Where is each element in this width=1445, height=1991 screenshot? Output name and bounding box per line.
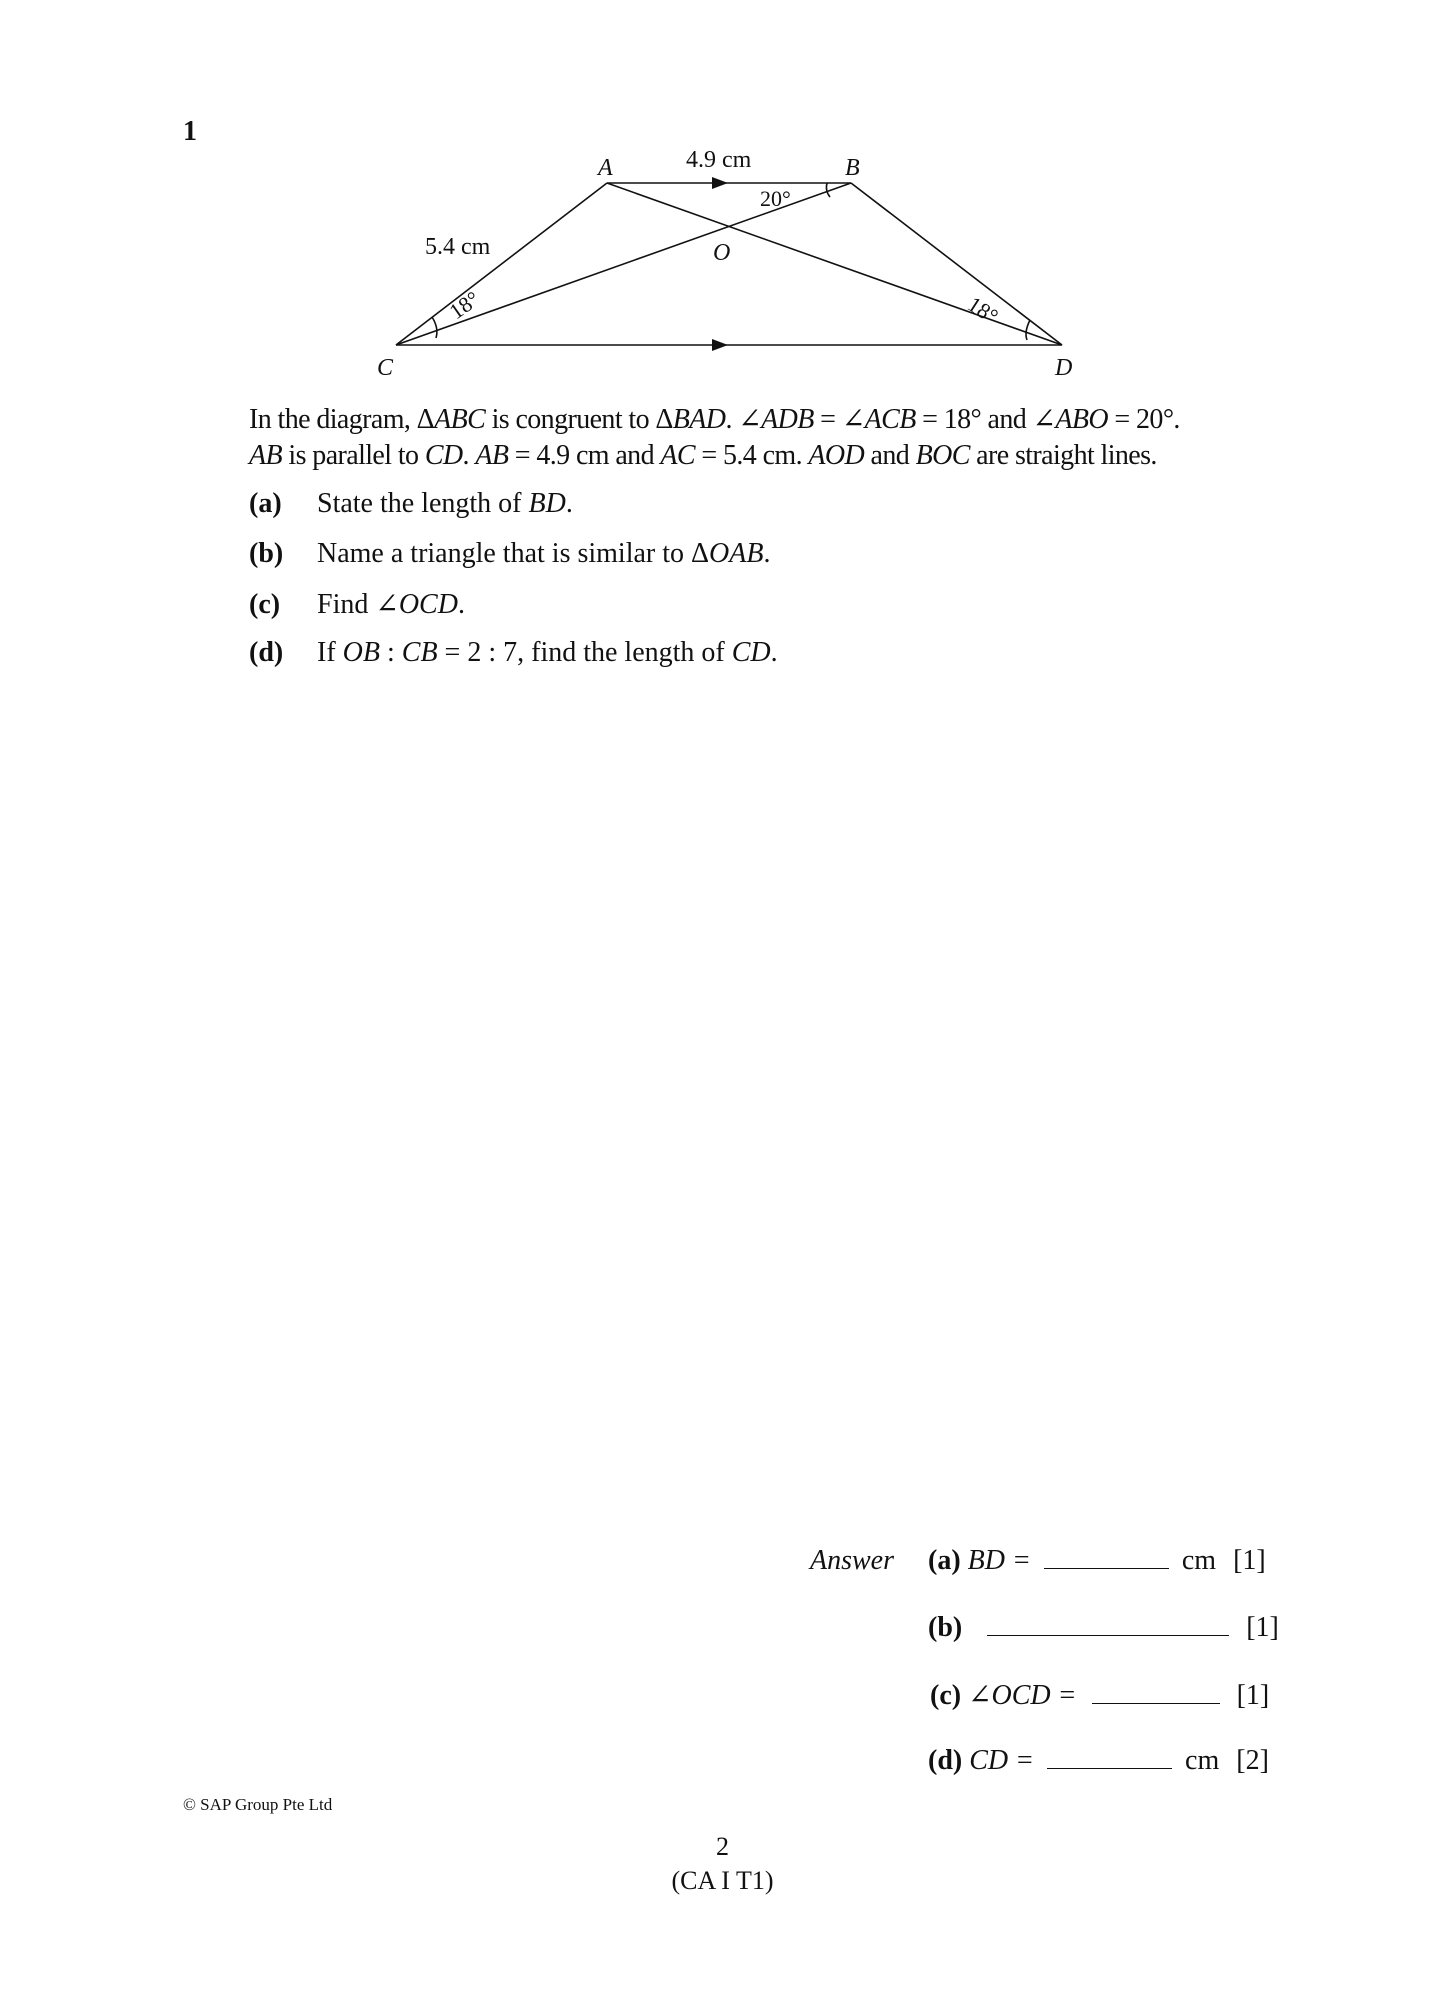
text-run: AOD	[808, 440, 865, 471]
text-run: AB	[475, 440, 509, 471]
answer-row-d	[928, 1745, 1269, 1777]
text-run: ABO	[1055, 404, 1109, 435]
text-run: and	[864, 440, 916, 471]
text-run: OCD	[398, 589, 458, 620]
point-label-b: B	[845, 155, 860, 181]
point-label-d: D	[1055, 355, 1073, 381]
text-run: = 20°.	[1108, 404, 1180, 435]
label-ac-length: 5.4 cm	[425, 234, 491, 260]
answer-unit: cm	[1185, 1745, 1220, 1776]
text-run: CD	[424, 440, 463, 471]
text-run: . ∠	[725, 404, 762, 435]
text-run: ABC	[434, 404, 486, 435]
trapezium-diagram	[0, 0, 1445, 400]
text-run: = 5.4 cm.	[694, 440, 809, 471]
answer-label: (d)	[928, 1745, 963, 1776]
angle-arc-c	[432, 317, 437, 338]
label-angle-adb: 18°	[963, 291, 1003, 329]
text-run: BOC	[915, 440, 970, 471]
text-run: is parallel to	[282, 440, 425, 471]
answer-label: (a)	[928, 1545, 961, 1576]
text-run: .	[770, 637, 778, 668]
answer-marks: [1]	[1246, 1612, 1279, 1643]
part-text	[317, 538, 770, 569]
text-run: If	[317, 637, 343, 668]
text-run: .	[457, 589, 465, 620]
text-run: OB	[342, 637, 380, 668]
point-label-c: C	[377, 355, 394, 381]
answer-row-a	[928, 1545, 1266, 1577]
text-run: AB	[249, 440, 283, 471]
answer-marks: [1]	[1236, 1680, 1270, 1711]
answer-blank-b[interactable]	[987, 1634, 1229, 1636]
answer-expr: BD =	[967, 1545, 1031, 1576]
question-stem-line1	[249, 402, 1180, 436]
text-run: Name a triangle that is similar to Δ	[317, 538, 710, 569]
text-run: AC	[660, 440, 695, 471]
point-label-a: A	[598, 155, 613, 181]
part-text	[317, 488, 573, 519]
answer-row-c	[930, 1678, 1269, 1712]
answer-marks: [1]	[1233, 1545, 1266, 1576]
answer-unit: cm	[1181, 1545, 1217, 1576]
answer-row-b	[928, 1612, 1279, 1644]
parallel-arrow-ab	[712, 177, 728, 189]
text-run: .	[462, 440, 476, 471]
angle-arc-d	[1026, 320, 1030, 340]
answer-heading: Answer	[810, 1545, 894, 1576]
text-run: = 4.9 cm and	[508, 440, 661, 471]
answer-label: (c)	[930, 1680, 962, 1711]
text-run: .	[763, 538, 771, 569]
question-part-c	[249, 587, 465, 621]
text-run: ACB	[864, 404, 916, 435]
label-angle-abo: 20°	[760, 186, 791, 211]
question-stem-line2	[249, 440, 1157, 472]
answer-marks: [2]	[1236, 1745, 1269, 1776]
text-run: State the length of	[317, 488, 529, 519]
part-text	[317, 637, 778, 668]
text-run: = 18° and ∠	[915, 404, 1056, 435]
part-text	[317, 589, 465, 620]
text-run: = 2 : 7, find the length of	[437, 637, 732, 668]
text-run: BD	[528, 488, 566, 519]
point-label-o: O	[713, 240, 731, 266]
text-run: .	[565, 488, 573, 519]
paper-code: (CA I T1)	[671, 1866, 774, 1895]
question-part-b	[249, 538, 770, 570]
copyright-notice: © SAP Group Pte Ltd	[183, 1795, 333, 1814]
text-run: are straight lines.	[969, 440, 1157, 471]
text-run: BAD	[672, 404, 726, 435]
answer-blank-a[interactable]	[1044, 1567, 1169, 1569]
text-run: = ∠	[813, 404, 865, 435]
part-label: (b)	[249, 538, 284, 569]
label-angle-acb: 18°	[444, 285, 485, 325]
part-label: (c)	[249, 589, 281, 620]
part-label: (d)	[249, 637, 284, 668]
text-run: ADB	[761, 404, 814, 435]
line-ac	[396, 183, 607, 345]
answer-expr: ∠OCD =	[968, 1680, 1077, 1711]
answer-blank-d[interactable]	[1047, 1767, 1172, 1769]
question-number: 1	[183, 116, 197, 147]
answer-blank-c[interactable]	[1092, 1702, 1220, 1704]
question-part-a	[249, 488, 573, 520]
answer-expr: CD =	[969, 1745, 1035, 1776]
parallel-arrow-cd	[712, 339, 728, 351]
text-run: Find ∠	[317, 589, 399, 620]
label-ab-length: 4.9 cm	[686, 147, 752, 173]
text-run: :	[379, 637, 402, 668]
answer-label: (b)	[928, 1612, 963, 1643]
text-run: In the diagram, Δ	[249, 404, 435, 435]
text-run: CD	[731, 637, 771, 668]
page-number: 2	[716, 1832, 729, 1861]
text-run: CB	[401, 637, 438, 668]
text-run: OAB	[709, 538, 764, 569]
part-label: (a)	[249, 488, 282, 519]
text-run: is congruent to Δ	[485, 404, 673, 435]
question-part-d	[249, 637, 778, 669]
